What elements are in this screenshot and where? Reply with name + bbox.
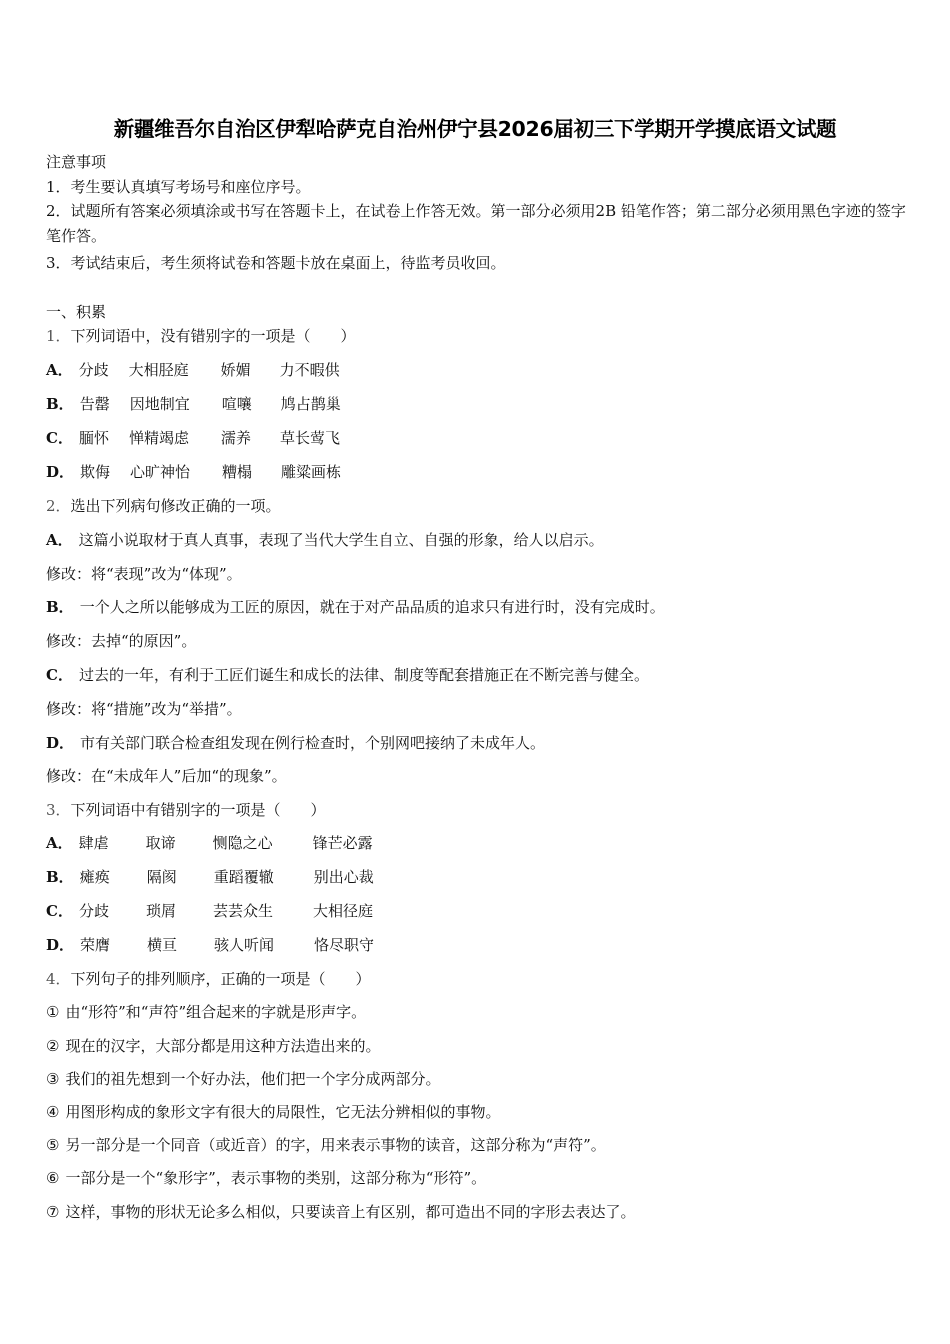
sentence-item: ④ 用图形构成的象形文字有很大的局限性，它无法分辨相似的事物。: [46, 1103, 501, 1121]
option-row: B． 瘫痪 隔阂 重蹈覆辙 别出心裁: [46, 868, 374, 886]
sentence-item: ③ 我们的祖先想到一个好办法，他们把一个字分成两部分。: [46, 1070, 441, 1088]
option-row: D． 荣膺 横亘 骇人听闻 恪尽职守: [46, 936, 375, 954]
question-number: 4．: [46, 970, 71, 988]
revision-note: 修改：去掉“的原因”。: [46, 632, 197, 650]
question-number: 2．: [46, 497, 71, 515]
question-stem: 3．下列词语中有错别字的一项是（ ）: [46, 801, 326, 819]
option-row: C． 过去的一年，有利于工匠们诞生和成长的法律、制度等配套措施正在不断完善与健全。: [46, 666, 649, 684]
sentence-item: ⑦ 这样，事物的形状无论多么相似，只要读音上有区别，都可造出不同的字形去表达了。: [46, 1203, 636, 1221]
option-row: B． 一个人之所以能够成为工匠的原因，就在于对产品品质的追求只有进行时，没有完成时。: [46, 598, 665, 616]
question-stem: 1．下列词语中，没有错别字的一项是（ ）: [46, 327, 356, 345]
question-stem: 2．选出下列病句修改正确的一项。: [46, 497, 281, 515]
question-stem: 4．下列句子的排列顺序，正确的一项是（ ）: [46, 970, 371, 988]
revision-note: 修改：将“措施”改为“举措”。: [46, 700, 242, 718]
sentence-item: ① 由“形符”和“声符”组合起来的字就是形声字。: [46, 1003, 367, 1021]
option-row: A． 肆虐 取谛 恻隐之心 锋芒必露: [46, 834, 373, 852]
option-row: D． 市有关部门联合检查组发现在例行检查时，个别网吧接纳了未成年人。: [46, 734, 546, 752]
option-row: A． 这篇小说取材于真人真事，表现了当代大学生自立、自强的形象，给人以启示。: [46, 531, 604, 549]
option-row: C． 腼怀 惮精竭虑 濡养 草长莺飞: [46, 429, 340, 447]
sentence-item: ② 现在的汉字，大部分都是用这种方法造出来的。: [46, 1037, 381, 1055]
revision-note: 修改：将“表现”改为“体现”。: [46, 565, 242, 583]
option-row: A． 分歧 大相胫庭 娇媚 力不暇供: [46, 361, 340, 379]
sentence-item: ⑤ 另一部分是一个同音（或近音）的字，用来表示事物的读音，这部分称为“声符”。: [46, 1136, 606, 1154]
notice-item: 1．考生要认真填写考场号和座位序号。: [46, 178, 311, 196]
option-row: C． 分歧 琐屑 芸芸众生 大相径庭: [46, 902, 373, 920]
question-number: 3．: [46, 801, 71, 819]
notice-item: 2．试题所有答案必须填涂或书写在答题卡上，在试卷上作答无效。第一部分必须用2B 铅笔作答；第二部分必须用黑色字迹的签字笔作答。: [46, 202, 906, 245]
option-row: B． 告罄 因地制宜 喧嚷 鸠占鹊巢: [46, 395, 341, 413]
notice-heading: 注意事项: [46, 153, 107, 171]
page-title: 新疆维吾尔自治区伊犁哈萨克自治州伊宁县2026届初三下学期开学摸底语文试题: [113, 117, 837, 141]
section-heading: 一、积累: [46, 303, 107, 321]
option-row: D． 欺侮 心旷神怡 糟榻 雕粱画栋: [46, 463, 342, 481]
sentence-item: ⑥ 一部分是一个“象形字”，表示事物的类别，这部分称为“形符”。: [46, 1169, 487, 1187]
revision-note: 修改：在“未成年人”后加“的现象”。: [46, 767, 287, 785]
question-number: 1．: [46, 327, 71, 345]
notice-item: 3．考试结束后，考生须将试卷和答题卡放在桌面上，待监考员收回。: [46, 254, 506, 272]
